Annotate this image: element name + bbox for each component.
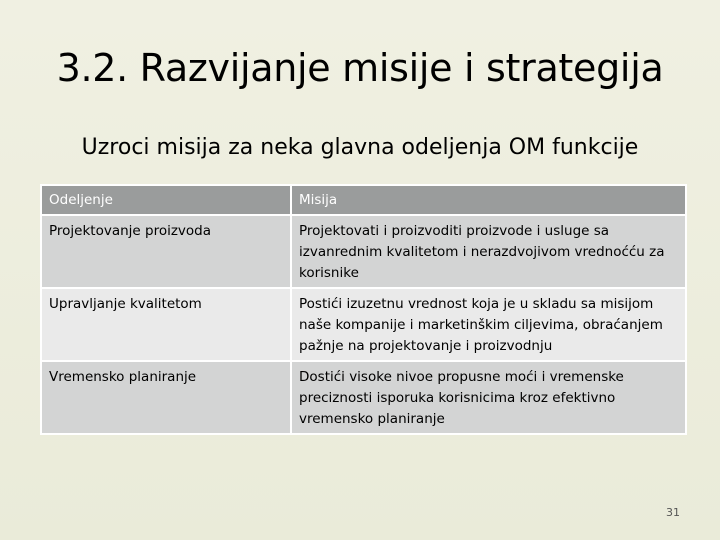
header-mission: Misija [291, 185, 686, 215]
mission-cell: Postići izuzetnu vrednost koja je u skladu sa misijom naše kompanije i marketinškim ciljevima, obraćanjem pažnje na projektovanje i proizvodnju [291, 288, 686, 361]
slide-subtitle: Uzroci misija za neka glavna odeljenja OM funkcije [81, 135, 639, 160]
header-department: Odeljenje [41, 185, 291, 215]
department-cell: Upravljanje kvalitetom [41, 288, 291, 361]
table-row [41, 215, 686, 288]
table-row [41, 288, 686, 361]
mission-cell: Projektovati i proizvoditi proizvode i usluge sa izvanrednim kvalitetom i nerazdvojivom vrednoćću za korisnike [291, 215, 686, 288]
mission-table [40, 184, 687, 435]
table-header-row [41, 185, 686, 215]
table-row [41, 361, 686, 434]
slide-title: 3.2. Razvijanje misije i strategija [56, 46, 664, 90]
department-cell: Vremensko planiranje [41, 361, 291, 434]
mission-cell: Dostići visoke nivoe propusne moći i vremenske preciznosti isporuka korisnicima kroz efektivno vremensko planiranje [291, 361, 686, 434]
page-number: 31 [666, 506, 680, 519]
department-cell: Projektovanje proizvoda [41, 215, 291, 288]
